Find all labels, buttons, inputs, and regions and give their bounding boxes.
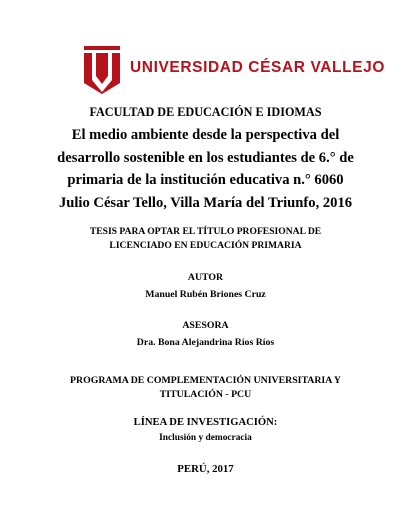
university-name: UNIVERSIDAD CÉSAR VALLEJO [130, 59, 385, 76]
program-name: PROGRAMA DE COMPLEMENTACIÓN UNIVERSITARIA Y TITULACIÓN - PCU [70, 375, 341, 400]
thesis-purpose: TESIS PARA OPTAR EL TÍTULO PROFESIONAL DE LICENCIADO EN EDUCACIÓN PRIMARIA [89, 226, 322, 252]
advisor-name: Dra. Bona Alejandrina Ríos Ríos [136, 337, 275, 348]
author-label: AUTOR [187, 272, 224, 283]
author-name: Manuel Rubén Briones Cruz [145, 289, 266, 300]
faculty-name: FACULTAD DE EDUCACIÓN E IDIOMAS [89, 105, 322, 119]
place-year: PERÚ, 2017 [177, 463, 234, 475]
university-logo [84, 46, 384, 96]
thesis-title: El medio ambiente desde la perspectiva del desarrollo sostenible en los estudiantes de 6.° de primaria de la institución educativa n.° 6060 Julio César Tello, Villa María del Triunfo, 2016 [57, 127, 354, 212]
research-line-label: LÍNEA DE INVESTIGACIÓN: [133, 417, 278, 428]
ucv-shield-icon [84, 46, 120, 94]
advisor-label: ASESORA [182, 320, 229, 331]
research-line-value: Inclusión y democracia [159, 433, 252, 443]
